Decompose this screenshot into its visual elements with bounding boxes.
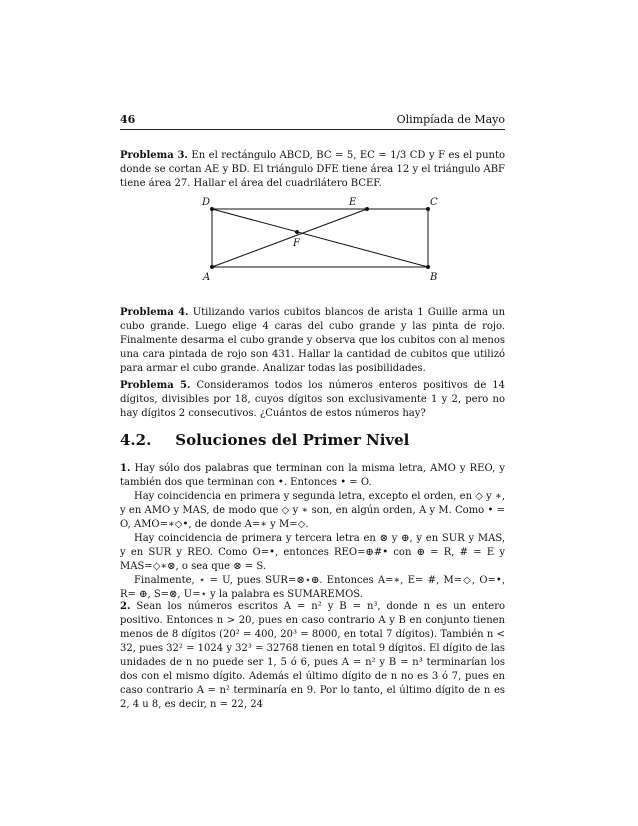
solution-1-para-2: Hay coincidencia en primera y segunda letra, excepto el orden, en ◇ y ∗, y en AMO y MAS, de modo que ◇ y ∗ son, en algún orden, A y M. Como • = O, AMO=∗◇•, de donde A=∗ y M=◇. <box>120 491 505 530</box>
section-heading <box>120 430 505 450</box>
label-f: F <box>293 238 300 249</box>
solution-2-text: Sean los números escritos A = n² y B = n³, donde n es un entero positivo. Entonces n > 20, pues en caso contrario A y B en conjunto tienen menos de 8 dígitos (20² = 400, 20³ = 8000, en total 7 dígitos). También n < 32, pues 32² = 1024 y 32³ = 32768 tienen en total 9 dígitos. El dígito de las unidades de n no puede ser 1, 5 ó 6, pues A = n² y B = n³ terminarían los dos con el mismo dígito. Además el último dígito de n no es 3 ó 7, pues en caso contrario A = n² terminaría en 9. Por lo tanto, el último dígito de n es 2, 4 u 8, es decir, n = 22, 24 <box>120 601 506 710</box>
label-d: D <box>202 197 211 208</box>
page-number: 46 <box>120 113 136 126</box>
point-f <box>295 230 299 234</box>
point-b <box>426 265 430 269</box>
problem-4 <box>120 306 505 376</box>
problem-5-label: Problema 5. <box>120 380 191 391</box>
problem-4-text: Utilizando varios cubitos blancos de arista 1 Guille arma un cubo grande. Luego elige 4 caras del cubo grande y las pinta de rojo. Finalmente desarma el cubo grande y observa que los cubitos con al menos una cara pintada de rojo son 431. Hallar la cantidad de cubitos que utilizó para armar el cubo grande. Analizar todas las posibilidades. <box>120 307 506 374</box>
label-c: C <box>430 197 438 208</box>
solution-1-para-1 <box>120 462 505 490</box>
label-b: B <box>430 272 438 283</box>
problem-3-text: En el rectángulo ABCD, BC = 5, EC = 1/3 CD y F es el punto donde se cortan AE y BD. El triángulo DFE tiene área 12 y el triángulo ABF tiene área 27. Hallar el área del cuadrilátero BCEF. <box>120 150 506 189</box>
point-e <box>365 207 369 211</box>
segment-bd <box>212 209 428 267</box>
point-d <box>210 207 214 211</box>
solution-2 <box>120 600 505 712</box>
section-title: Soluciones del Primer Nivel <box>175 431 410 449</box>
point-a <box>210 265 214 269</box>
problem-4-label: Problema 4. <box>120 307 189 318</box>
problem-5 <box>120 379 505 421</box>
solution-1-text-1: Hay sólo dos palabras que terminan con la misma letra, AMO y REO, y también dos que terminan con •. Entonces • = O. <box>120 463 505 488</box>
problem-5-text: Consideramos todos los números enteros positivos de 14 dígitos, divisibles por 18, cuyos dígitos son exclusivamente 1 y 2, pero no hay dígitos 2 consecutivos. ¿Cuántos de estos números hay? <box>120 380 506 419</box>
solution-1 <box>120 462 505 602</box>
section-number: 4.2. <box>120 431 152 449</box>
solution-1-para-3: Hay coincidencia de primera y tercera letra en ⊗ y ⊕, y en SUR y MAS, y en SUR y REO. Como O=•, entonces REO=⊕#• con ⊕ = R, # = E y MAS=◇∗⊗, o sea que ⊗ = S. <box>120 533 505 572</box>
solution-1-para-4: Finalmente, ⋆ = U, pues SUR=⊗⋆⊕. Entonces A=∗, E= #, M=◇, O=•, R= ⊕, S=⊗, U=⋆ y la palabra es SUMAREMOS. <box>120 575 505 600</box>
segment-ae <box>212 209 367 267</box>
running-title: Olimpíada de Mayo <box>396 113 505 126</box>
label-a: A <box>203 272 211 283</box>
solution-2-label: 2. <box>120 601 131 612</box>
solution-1-label: 1. <box>120 463 131 474</box>
label-e: E <box>349 197 357 208</box>
problem-3-label: Problema 3. <box>120 150 188 161</box>
